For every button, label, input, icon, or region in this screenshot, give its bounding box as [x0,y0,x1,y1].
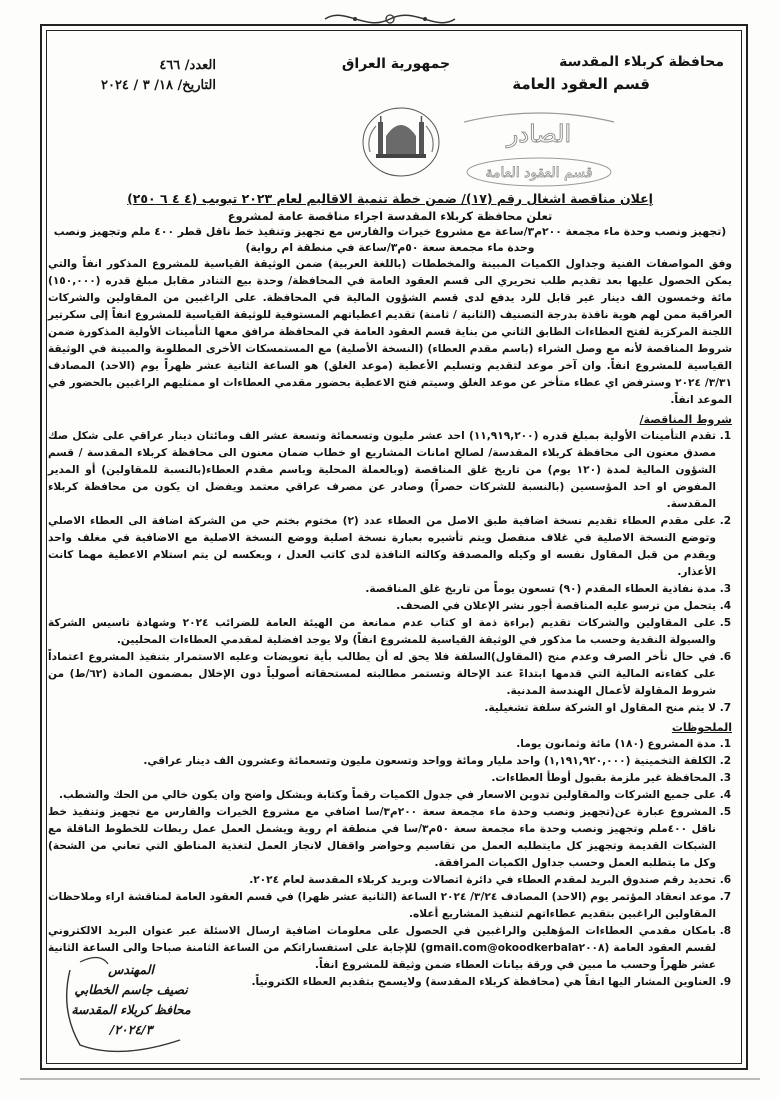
reference-block [56,56,216,96]
condition-item: 4. يتحمل من ترسو عليه المناقصة أجور نشر الإعلان في الصحف. [48,598,716,615]
note-item: 9. العناوين المشار اليها انفاً هي (محافظة كربلاء المقدسة) ولايسمح بتقديم العطاء الكترونياً. [48,974,716,991]
note-item: 1. مدة المشروع (١٨٠) مائة وثمانون يوما. [48,736,716,753]
conditions-title: شروط المناقصة/ [639,413,732,426]
announcement-title: إعلان مناقصة اشغال رقم (١٧)/ ضمن خطة تنمية الاقاليم لعام ٢٠٢٣ تبويب (٤ ٤ ٦ ٢٥٠) [127,191,653,206]
condition-item: 7. لا يتم منح المقاول او الشركة سلفة تشغيلية. [48,700,716,717]
signatory-name: نصيف جاسم الخطابي [74,982,188,997]
condition-item: 5. على المقاولين والشركات تقديم (براءة ذمة او كتاب عدم ممانعة من الهيئة العامة للضرائب ٢٠٢٤ وشهادة تاسيس الشركة والسيولة النقدية وحسب ما مذكور في الوثيقة القياسية للمشروع انفاً) ولا يوجد افضلية لمقدمي العطاءات المحليين. [48,615,716,649]
seal-outgoing-text: الصادر [506,120,572,148]
document-date: التاريخ/ ١٨/ ٣ / ٢٠٢٤ [100,78,216,93]
issuer-block [464,52,724,96]
announcement-body [48,190,732,991]
outgoing-seal-icon [444,102,634,188]
project-description: (تجهيز ونصب وحدة ماء مجمعة ٢٠٠م٣/ساعة مع مشروع خيرات والفارس مع تجهيز وتنفيذ خط ناقل قطر ٤٠٠ ملم وتجهيز ونصب وحدة ماء مجمعة سعة ٥٠م٣/ساعة في منطقة ام رواية) [53,225,727,254]
announcement-intro: وفق المواصفات الفنية وجداول الكميات المبينة والمخططات (باللغة العربية) ضمن الوثيقة القياسية للمشروع المذكور انفاً والتي يمكن الحصول عليها بعد تقديم طلب تحريري الى قسم العقود العامة في المحافظة/ وحدة بيع التنادر مقابل مبلغ قدره (١٥٠,٠٠٠) مائة وخمسون الف دينار غير قابل للرد يدفع لدى قسم الشؤون المالية في المحافظة. على الراغبين من المقاولين والشركات العراقية ممن لهم هوية نافذة بدرجة التصنيف (الثانية / ثامنة) تقديم اعطياتهم المستوفية للوثيقة القياسية للمشروع انفاً إلى سكرتير اللجنة المركزية لفتح العطاءات الطابق الثاني من بناية قسم العقود العامة في المحافظة مرافق معها التأمينات الأولية المذكورة ضمن شروط المناقصة لأنه مع وصل الشراء (باسم مقدم العطاء) (النسخة الأصلية) مع المستمسكات الأخرى المطلوبة والمبينة في الوثيقة القياسية للمشروع انفاً. وان آخر موعد لتقديم وتسليم الأعطية (موعد الغلق) هو الساعة الثانية عشر ظهراً يوم (الاحد) المصادف ٣/٣١/ ٢٠٢٤ وسترفض اي عطاء متأخر عن موعد الغلق وسيتم فتح الاعطية بحضور مقدمي العطاءات او ممثليهم الراغبين بالحضور في الموعد انفاً. [48,258,732,406]
letterhead [56,52,724,182]
note-item: 3. المحافظة غير ملزمة بقبول أوطأ العطاءات. [48,770,716,787]
condition-item: 1. تقدم التأمينات الأولية بمبلغ قدره (١١,٩١٩,٢٠٠) احد عشر مليون وتسعمائة وتسعة عشر الف ومائتان دينار عراقي على شكل صك مصدق معنون الى محافظة كربلاء المقدسة/ لصالح امانات المشاريع او خطاب ضمان معنون الى محافظة كربلاء المقدسة / قسم الشؤون المالية لمدة (١٢٠ يوم) من تاريخ غلق المناقصة (وبالعملة المحلية وباسم مقدم العطاء(بالنسبة للمقاولين) أو المدير المفوض او احد المؤسسين (بالنسبة للشركات حصراً) وصادر عن مصرف عراقي معتمد ويفضل ان يكون من محافظة كربلاء المقدسة. [48,428,716,513]
department-name: قسم العقود العامة [512,75,650,93]
note-item: 5. المشروع عبارة عن(تجهيز ونصب وحدة ماء مجمعة سعة ٢٠٠م٣/سا اضافي مع مشروع الخيرات والفارس مع تجهيز وتنفيذ خط ناقل ٤٠٠ملم وتجهيز ونصب وحدة ماء مجمعة سعة ٥٠م٣/سا في منطقة ام روية ويشمل العمل عمل ربطات للخطوط الناقلة مع الشبكات القديمة وتجهيز كل مايتطلبه العمل من تقاسيم وحواضر واقفال لانجاز العمل لتغذية المناطق التي تعاني من الشحة) وكل ما يتطلبه العمل وحسب جداول الكميات المرافقة. [48,804,716,872]
announcement-subtitle: تعلن محافظة كربلاء المقدسة اجراء مناقصة عامة لمشروع [227,209,553,223]
note-item: 8. بامكان مقدمي العطاءات المؤهلين والراغبين في الحصول على معلومات اضافية ارسال الاسئلة عبر عنوان البريد الالكتروني لقسم العقود العامة (okoodkerbala٢٠٠٨@gmail.com) للإجابة على استفساراتكم من الساعة الثامنة صباحا والى الساعة الثانية عشر ظهراً وحسب ما مبين في ورقة بيانات العطاء ضمن وثيقة للمشروع انفاً. [48,923,716,974]
shrine-emblem-icon [356,92,446,182]
condition-item: 3. مدة نفاذية العطاء المقدم (٩٠) تسعون يوماً من تاريخ غلق المناقصة. [48,581,716,598]
note-item: 4. على جميع الشركات والمقاولين تدوين الاسعار في جدول الكميات رقماً وكتابة وبشكل واضح وان يكون خالي من الحك والشطب. [48,787,716,804]
signatory-title: محافظ كربلاء المقدسة [71,1002,191,1017]
footer-rule [20,1078,760,1080]
republic-title: جمهورية العراق [341,56,451,72]
conditions-list [48,428,732,717]
signatory-role: المهندس [108,962,154,977]
governorate-name: محافظة كربلاء المقدسة [559,54,724,70]
note-item: 6. تحديد رقم صندوق البريد لمقدم العطاء في دائرة اتصالات وبريد كربلاء المقدسة لعام ٢٠٢٤. [48,872,716,889]
note-item: 2. الكلفة التخمينية (١,١٩١,٩٢٠,٠٠٠) واحد مليار ومائة وواحد وتسعون مليون وتسعمائة وعشرون الف دينار عراقي. [48,753,716,770]
notes-title: الملحوظات [671,721,732,734]
signature-block [56,960,206,1040]
condition-item: 6. في حال تأخر الصرف وعدم منح (المقاول)السلفة فلا يحق له أن يطالب بأية تعويضات وعليه الاستمرار بتنفيذ المشروع اعتماداً على كفاءته المالية التي قدمها ابتداءً عند الإحالة وتستمر مطالبته لمستحقاته أصولياً دون الإخلال بمضمون المادة (٦٢/ط) من شروط المقاولة لأعمال الهندسة المدنية. [48,649,716,700]
seal-dept-text: قسم العقود العامة [485,165,593,181]
note-item: 7. موعد انعقاد المؤتمر يوم (الاحد) المصادف ٣/٢٤/ ٢٠٢٤ الساعة (الثانية عشر ظهرا) في قسم العقود العامة لمناقشة اراء وملاحظات المقاولين الراغبين بتقديم عطاءاتهم لتنفيذ المشاريع أعلاه. [48,889,716,923]
top-ornament-icon [320,6,460,32]
condition-item: 2. على مقدم العطاء تقديم نسخة اضافية طبق الاصل من العطاء عدد (٢) مختوم بختم حي من الشركة اضافة الى العطاء الاصلي وتوضع النسخة الاصلية في غلاف منفصل ويتم تأشيره بعبارة نسخة اصلية ووضع النسخة الاصلية مع الاضافية في مغلف واحد ويقدم من قبل المقاول نفسه او وكيله والمصدقة وكالته النافذة لدى كاتب العدل ، وبعكسه لن يتم استلام الاعطية مهما كانت الأعذار. [48,513,716,581]
document-number: العدد/ ٤٦٦ [159,58,216,73]
signature-date: ٢٠٢٤/٣/ [109,1022,153,1037]
